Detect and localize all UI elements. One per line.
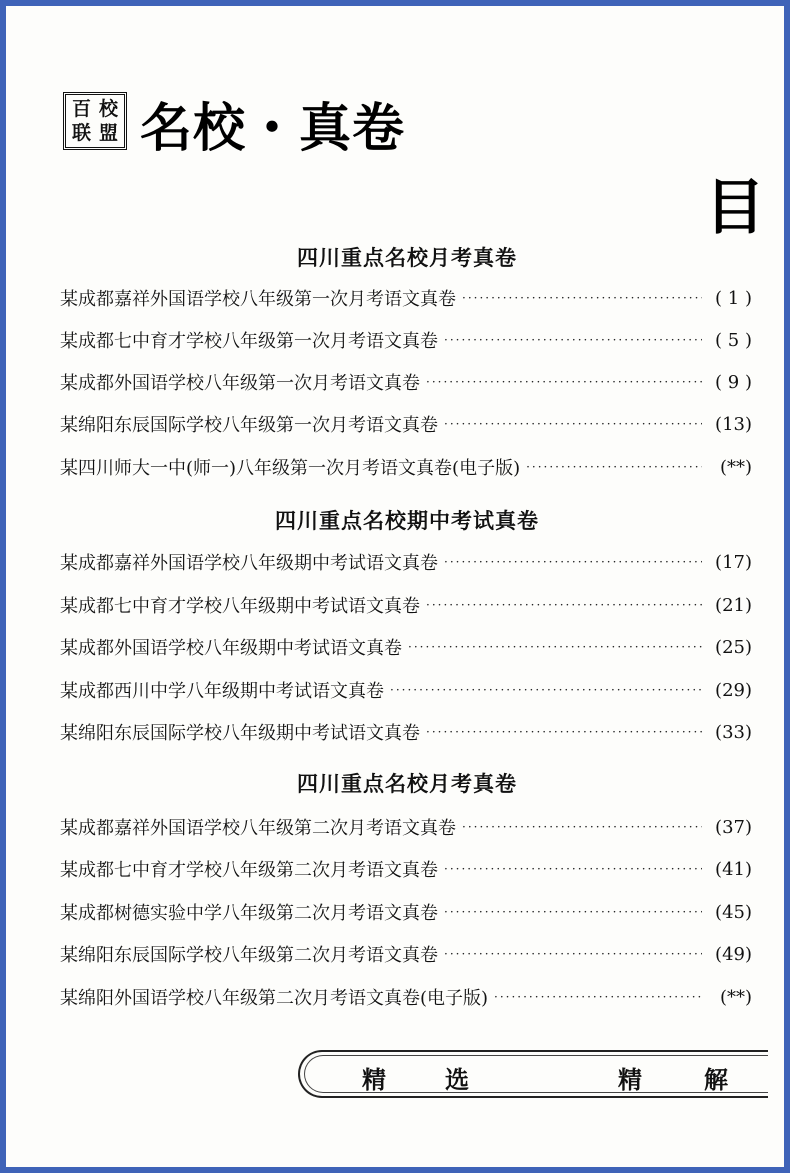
entry-title: 某绵阳东辰国际学校八年级期中考试语文真卷	[60, 723, 420, 744]
dot-leader	[444, 862, 702, 876]
entry-title: 某四川师大一中(师一)八年级第一次月考语文真卷(电子版)	[60, 458, 521, 479]
entry-page: (13)	[715, 413, 752, 435]
brand-title: 名校・真卷	[140, 99, 406, 159]
entry-page: (49)	[715, 943, 752, 965]
entry-page: (37)	[715, 816, 752, 838]
toc-entry[interactable]	[60, 632, 752, 662]
entry-page: (25)	[715, 636, 752, 658]
dot-leader	[444, 905, 702, 919]
entry-page: ( 1 )	[715, 287, 752, 309]
slogan-banner	[298, 1050, 768, 1098]
entry-page: (45)	[715, 901, 752, 923]
toc-entry[interactable]	[60, 812, 752, 842]
dot-leader	[426, 375, 702, 389]
entry-title: 某绵阳东辰国际学校八年级第一次月考语文真卷	[60, 415, 438, 436]
entry-title: 某成都外国语学校八年级期中考试语文真卷	[60, 638, 402, 659]
toc-entry[interactable]	[60, 283, 752, 313]
toc-entry[interactable]	[60, 325, 752, 355]
toc-entry[interactable]	[60, 409, 752, 439]
entry-page: ( 5 )	[715, 329, 752, 351]
toc-entry[interactable]	[60, 367, 752, 397]
toc-entry[interactable]	[60, 854, 752, 884]
section-title: 四川重点名校月考真卷	[297, 246, 517, 270]
entry-page: (**)	[719, 456, 752, 478]
entry-title: 某成都西川中学八年级期中考试语文真卷	[60, 681, 384, 702]
dot-leader	[426, 725, 702, 739]
dot-leader	[444, 417, 702, 431]
entry-title: 某成都外国语学校八年级第一次月考语文真卷	[60, 373, 420, 394]
logo-char: 校	[98, 97, 118, 120]
dot-leader	[444, 947, 702, 961]
toc-entry[interactable]	[60, 897, 752, 927]
section-title: 四川重点名校月考真卷	[297, 772, 517, 796]
logo-char: 盟	[98, 121, 118, 144]
entry-title: 某成都嘉祥外国语学校八年级期中考试语文真卷	[60, 553, 438, 574]
logo-char: 百	[71, 97, 91, 120]
entry-page: (**)	[719, 986, 752, 1008]
alliance-logo	[63, 92, 127, 150]
banner-word: 选	[445, 1066, 469, 1094]
entry-page: (33)	[715, 721, 752, 743]
dot-leader	[462, 291, 702, 305]
banner-word: 精	[362, 1066, 386, 1094]
entry-title: 某成都嘉祥外国语学校八年级第一次月考语文真卷	[60, 289, 456, 310]
entry-title: 某成都嘉祥外国语学校八年级第二次月考语文真卷	[60, 818, 456, 839]
banner-word: 精	[618, 1066, 642, 1094]
entry-page: (41)	[715, 858, 752, 880]
entry-page: (21)	[715, 594, 752, 616]
entry-title: 某成都七中育才学校八年级第一次月考语文真卷	[60, 331, 438, 352]
entry-title: 某成都七中育才学校八年级期中考试语文真卷	[60, 596, 420, 617]
logo-char: 联	[71, 121, 91, 144]
toc-entry[interactable]	[60, 717, 752, 747]
dot-leader	[444, 333, 702, 347]
entry-title: 某成都树德实验中学八年级第二次月考语文真卷	[60, 903, 438, 924]
toc-entry[interactable]	[60, 982, 752, 1012]
dot-leader	[444, 555, 702, 569]
dot-leader	[462, 820, 702, 834]
toc-entry[interactable]	[60, 675, 752, 705]
entry-page: (29)	[715, 679, 752, 701]
entry-page: ( 9 )	[715, 371, 752, 393]
dot-leader	[494, 990, 702, 1004]
toc-heading-char: 目	[705, 173, 765, 243]
entry-page: (17)	[715, 551, 752, 573]
dot-leader	[526, 460, 702, 474]
entry-title: 某绵阳东辰国际学校八年级第二次月考语文真卷	[60, 945, 438, 966]
toc-entry[interactable]	[60, 547, 752, 577]
dot-leader	[408, 640, 702, 654]
toc-entry[interactable]	[60, 452, 752, 482]
section-title: 四川重点名校期中考试真卷	[275, 509, 539, 533]
dot-leader	[390, 683, 702, 697]
entry-title: 某成都七中育才学校八年级第二次月考语文真卷	[60, 860, 438, 881]
banner-word: 解	[704, 1066, 728, 1094]
toc-entry[interactable]	[60, 939, 752, 969]
entry-title: 某绵阳外国语学校八年级第二次月考语文真卷(电子版)	[60, 988, 489, 1009]
dot-leader	[426, 598, 702, 612]
toc-entry[interactable]	[60, 590, 752, 620]
